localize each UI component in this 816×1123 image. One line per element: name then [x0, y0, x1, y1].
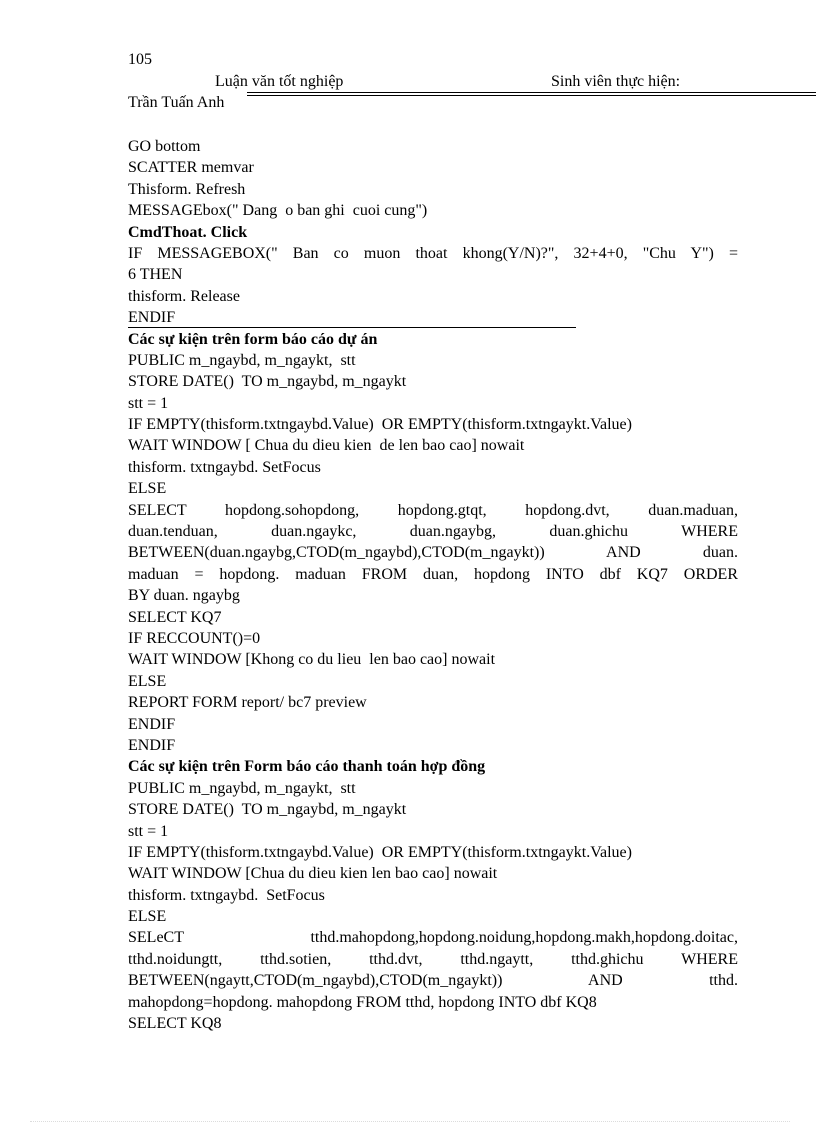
code-line: STORE DATE() TO m_ngaybd, m_ngaykt: [128, 801, 407, 819]
section-heading: CmdThoat. Click: [128, 223, 248, 241]
code-line: IF EMPTY(thisform.txtngaybd.Value) OR EMPTY(thisform.txtngaykt.Value): [128, 416, 632, 434]
code-line: SELECT KQ8: [128, 1015, 222, 1033]
code-line: stt = 1: [128, 394, 169, 412]
code-line: BETWEEN(duan.ngaybg,CTOD(m_ngaybd),CTOD(m_ngaykt)) AND duan.: [128, 544, 738, 562]
section-heading: Các sự kiện trên form báo cáo dự án: [128, 330, 378, 348]
code-line: IF EMPTY(thisform.txtngaybd.Value) OR EMPTY(thisform.txtngaykt.Value): [128, 843, 632, 861]
code-line: SELECT KQ7: [128, 608, 222, 626]
code-line: WAIT WINDOW [Chua du dieu kien len bao cao] nowait: [128, 865, 498, 883]
header-rule: [247, 95, 816, 96]
section-rule: [128, 327, 576, 328]
footer-dotted-line: [30, 1121, 790, 1122]
code-line: WAIT WINDOW [ Chua du dieu kien de len bao cao] nowait: [128, 437, 525, 455]
code-line: maduan = hopdong. maduan FROM duan, hopdong INTO dbf KQ7 ORDER: [128, 565, 738, 583]
code-line: IF MESSAGEBOX(" Ban co muon thoat khong(Y/N)?", 32+4+0, "Chu Y") =: [128, 244, 738, 262]
header-rule: [247, 92, 816, 93]
header-student-label: Sinh viên thực hiện:: [551, 73, 681, 90]
code-line: IF RECCOUNT()=0: [128, 629, 261, 647]
code-line: ENDIF: [128, 715, 176, 733]
code-line: BY duan. ngaybg: [128, 587, 240, 605]
code-line: PUBLIC m_ngaybd, m_ngaykt, stt: [128, 351, 356, 369]
code-line: thisform. Release: [128, 287, 240, 305]
code-line: WAIT WINDOW [Khong co du lieu len bao cao] nowait: [128, 651, 496, 669]
code-line: ELSE: [128, 672, 167, 690]
code-line: thisform. txtngaybd. SetFocus: [128, 886, 325, 904]
section-heading: Các sự kiện trên Form báo cáo thanh toán hợp đồng: [128, 758, 486, 776]
code-line: 6 THEN: [128, 266, 183, 284]
code-line: ENDIF: [128, 309, 176, 327]
code-listing: [128, 136, 738, 1034]
header-thesis-title: Luận văn tốt nghiệp: [215, 73, 344, 90]
code-line: SELeCT tthd.mahopdong,hopdong.noidung,hopdong.makh,hopdong.doitac,: [128, 929, 738, 947]
code-line: PUBLIC m_ngaybd, m_ngaykt, stt: [128, 779, 356, 797]
code-line: GO bottom: [128, 138, 201, 155]
code-line: ELSE: [128, 480, 167, 498]
code-line: Thisform. Refresh: [128, 180, 246, 198]
header-author: Trần Tuấn Anh: [128, 94, 225, 111]
code-line: ENDIF: [128, 736, 176, 754]
code-line: ELSE: [128, 908, 167, 926]
page-number: 105: [128, 51, 152, 68]
code-line: SELECT hopdong.sohopdong, hopdong.gtqt, hopdong.dvt, duan.maduan,: [128, 501, 738, 519]
code-line: duan.tenduan, duan.ngaykc, duan.ngaybg, duan.ghichu WHERE: [128, 523, 738, 541]
code-line: mahopdong=hopdong. mahopdong FROM tthd, hopdong INTO dbf KQ8: [128, 993, 597, 1011]
code-line: BETWEEN(ngaytt,CTOD(m_ngaybd),CTOD(m_ngaykt)) AND tthd.: [128, 972, 738, 990]
code-line: tthd.noidungtt, tthd.sotien, tthd.dvt, tthd.ngaytt, tthd.ghichu WHERE: [128, 950, 738, 968]
code-line: stt = 1: [128, 822, 169, 840]
code-line: REPORT FORM report/ bc7 preview: [128, 694, 367, 712]
code-line: SCATTER memvar: [128, 159, 254, 177]
code-line: thisform. txtngaybd. SetFocus: [128, 458, 321, 476]
code-line: MESSAGEbox(" Dang o ban ghi cuoi cung"): [128, 202, 428, 220]
code-line: STORE DATE() TO m_ngaybd, m_ngaykt: [128, 373, 407, 391]
